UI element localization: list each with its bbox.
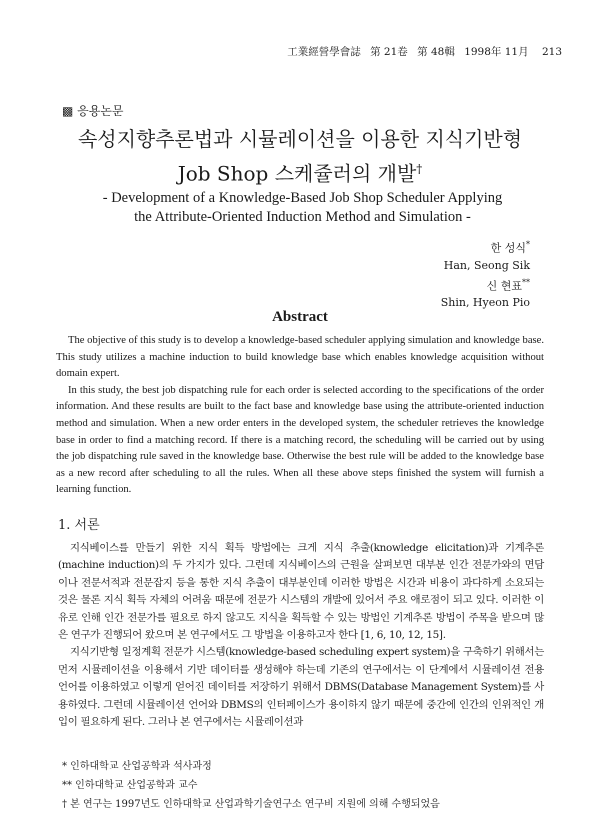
author-1-korean-name: 한 성식 <box>490 241 526 255</box>
english-title <box>30 189 575 227</box>
korean-title-line-1: 속성지향추론법과 시뮬레이션을 이용한 지식기반형 <box>77 127 523 151</box>
journal-date: 1998年 11月 <box>464 46 529 58</box>
title-dagger: † <box>416 162 423 176</box>
english-title-line-2: the Attribute-Oriented Induction Method and Simulation - <box>134 209 471 225</box>
author-1-english: Han, Seong Sik <box>443 258 530 272</box>
korean-title-line-2-text: Job Shop 스케쥴러의 개발 <box>177 161 417 186</box>
footnote-1: * 인하대학교 산업공학과 석사과정 <box>62 761 212 772</box>
running-header <box>281 44 562 59</box>
abstract-paragraph: In this study, the best job dispatching rule for each order is selected according to the specifications of the order information. And these results are built to the fact base and knowledge base using the attribute-oriented induction method and simulation. When a new order enters in the developed system, the scheduler retrieves the knowledge base in order to find a matching record. If there is a matching record, the scheduling will be carried out by using the job dispatching rule saved in the knowledge base. Otherwise the best rule will be added to the knowledge base as a new record after scheduling to all the rules. When all these above steps finished the system will furnish a learning function. <box>56 384 544 496</box>
page-number: 213 <box>541 46 562 58</box>
korean-title-line-2 <box>0 154 600 189</box>
journal-volume: 第 21卷 <box>370 46 408 58</box>
body-paragraph: 지식베이스를 만들기 위한 지식 획득 방법에는 크게 지식 추출(knowledge elicitation)과 기계추론(machine induction)의 두 가지가 있다. 그런데 지식베이스의 근원을 살펴보면 대부분 인간 전문가와의 면담이나 전문서적과 전문잡지 등을 통한 지식 추출이 대부분인데 이러한 방법은 시간과 비용이 과다하게 소요되는 것은 물론 지식 획득 자체의 어려움 때문에 전문가 시스템의 개발에 있어서 주요 애로점이 되고 있다. 이러한 이유로 인해 인간 전문가를 필요로 하지 않고도 지식을 획득할 수 있는 방법인 기계추론 방법이 주목을 받으며 많은 연구가 진행되어 왔으며 본 연구에서도 그 방법을 이용하고자 한다 [1, 6, 10, 12, 15]. <box>58 542 544 642</box>
footnote-2: ** 인하대학교 산업공학과 교수 <box>62 780 198 791</box>
korean-title <box>0 124 600 189</box>
author-2-korean-name: 신 현표 <box>486 279 522 293</box>
author-1-mark: * <box>526 240 530 249</box>
author-block <box>441 236 530 311</box>
author-2-mark: ** <box>522 277 530 287</box>
introduction-body <box>58 540 544 731</box>
article-category: ▩ 응용논문 <box>62 104 124 118</box>
author-2-korean <box>441 274 530 295</box>
abstract-heading: Abstract <box>272 309 328 325</box>
abstract-paragraph: The objective of this study is to develop a knowledge-based scheduler applying simulation and knowledge base. This study utilizes a machine induction to build knowledge base which enables knowledge acquisition without domain expert. <box>56 335 544 380</box>
english-title-line-1: - Development of a Knowledge-Based Job Shop Scheduler Applying <box>102 190 503 206</box>
author-2-english: Shin, Hyeon Pio <box>440 296 530 310</box>
abstract-body <box>56 333 544 499</box>
footnote-3: † 본 연구는 1997년도 인하대학교 산업과학기술연구소 연구비 지원에 의해 수행되었음 <box>62 799 440 810</box>
body-paragraph: 지식기반형 일정계획 전문가 시스템(knowledge-based scheduling expert system)을 구축하기 위해서는 먼저 시뮬레이션을 이용해서 기반 데이터를 생성해야 하는데 기존의 연구에서는 이 단계에서 시뮬레이션 전용 언어를 이용하였고 이렇게 얻어진 데이터를 저장하기 위해서 DBMS(Database Management System)를 사용하였다. 그런데 시뮬레이션 언어와 DBMS의 인터페이스가 용이하지 않기 때문에 중간에 인간의 인위적인 개입이 필요하게 된다. 그러나 본 연구에서는 시뮬레이션과 <box>58 646 544 729</box>
section-heading: 1. 서론 <box>58 518 100 533</box>
author-1-korean <box>441 236 530 257</box>
footnotes <box>62 757 440 814</box>
journal-issue: 第 48輯 <box>417 46 455 58</box>
journal-name: 工業經營學會誌 <box>287 46 361 58</box>
